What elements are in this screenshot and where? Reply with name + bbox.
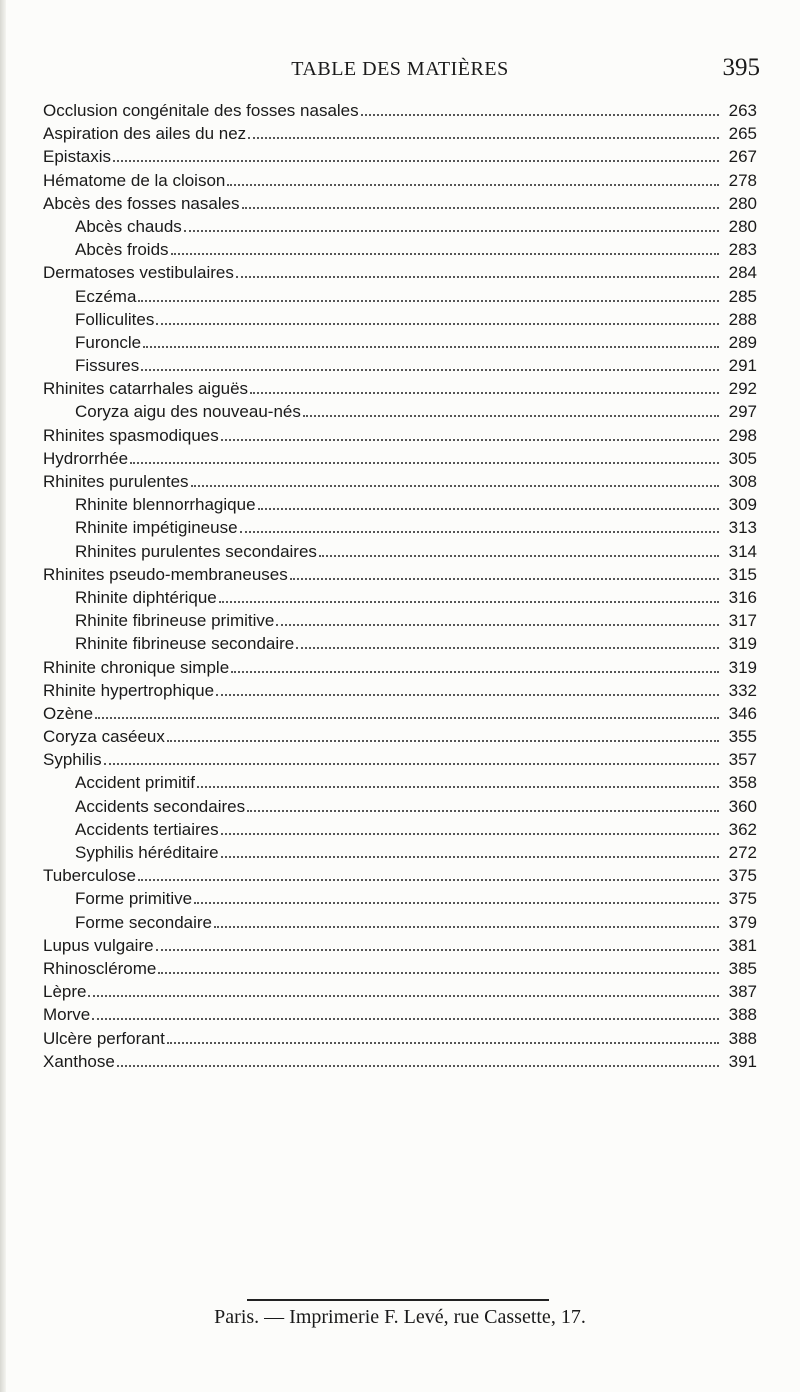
entry-page-number: 278 <box>728 170 757 190</box>
entry-title: Xanthose <box>43 1051 115 1071</box>
page-gutter <box>0 0 6 1392</box>
dot-leader <box>258 507 719 510</box>
entry-title: Rhinites purulentes <box>43 472 189 491</box>
dot-leader <box>191 484 719 487</box>
entry-page-number: 285 <box>728 286 757 306</box>
dot-leader <box>214 925 719 928</box>
entry-title: Hématome de la cloison <box>43 170 226 190</box>
dot-leader <box>319 554 719 557</box>
entry-page-number: 316 <box>728 587 757 607</box>
toc-entry <box>43 866 757 889</box>
toc-subentry <box>43 217 757 240</box>
footer-rule <box>247 1299 549 1301</box>
entry-title: Rhinite fibrineuse secondaire <box>75 634 295 654</box>
running-header <box>0 54 800 88</box>
dot-leader <box>227 183 719 186</box>
toc-subentry <box>43 287 757 310</box>
toc-entry <box>43 1029 757 1052</box>
entry-page-number: 346 <box>728 703 757 723</box>
entry-page-number: 388 <box>728 1028 757 1048</box>
toc-subentry <box>43 773 757 796</box>
dot-leader <box>88 994 719 997</box>
entry-page-number: 332 <box>728 680 757 700</box>
entry-page-number: 309 <box>728 495 757 515</box>
entry-page-number: 313 <box>728 518 757 538</box>
entry-page-number: 289 <box>728 332 757 352</box>
dot-leader <box>290 577 719 580</box>
toc-entry <box>43 101 757 124</box>
dot-leader <box>95 716 719 719</box>
dot-leader <box>167 739 719 742</box>
entry-title: Hydrorrhée <box>43 448 129 468</box>
entry-title: Dermatoses vestibulaires <box>43 263 234 283</box>
entry-page-number: 263 <box>728 101 757 120</box>
entry-title: Accidents tertiaires <box>75 819 219 839</box>
toc-subentry <box>43 310 757 333</box>
entry-page-number: 308 <box>728 472 757 491</box>
dot-leader <box>92 1017 719 1020</box>
toc-entry <box>43 263 757 286</box>
entry-page-number: 319 <box>728 634 757 654</box>
dot-leader <box>236 275 719 278</box>
entry-title: Rhinosclérome <box>43 958 157 978</box>
dot-leader <box>221 832 719 835</box>
entry-title: Rhinite impétigineuse <box>75 518 238 538</box>
dot-leader <box>194 901 719 904</box>
entry-title: Eczéma <box>75 286 137 306</box>
toc-subentry <box>43 356 757 379</box>
dot-leader <box>158 971 719 974</box>
entry-title: Abcès des fosses nasales <box>43 193 240 213</box>
entry-title: Forme primitive <box>75 889 193 909</box>
entry-page-number: 291 <box>728 356 757 376</box>
dot-leader <box>219 600 719 603</box>
toc-entry <box>43 171 757 194</box>
entry-title: Fissures <box>75 356 140 376</box>
entry-title: Rhinites purulentes secondaires <box>75 541 317 561</box>
entry-page-number: 355 <box>728 727 757 747</box>
dot-leader <box>361 113 719 116</box>
entry-title: Rhinite blennorrhagique <box>75 495 256 515</box>
entry-page-number: 379 <box>728 912 757 932</box>
dot-leader <box>130 461 719 464</box>
entry-title: Rhinite chronique simple <box>43 657 230 677</box>
entry-page-number: 388 <box>728 1005 757 1025</box>
printer-imprint: Paris. — Imprimerie F. Levé, rue Cassette, 17. <box>214 1306 586 1328</box>
entry-page-number: 283 <box>728 240 757 260</box>
toc-entry <box>43 1052 757 1075</box>
entry-page-number: 280 <box>728 193 757 213</box>
toc-entry <box>43 449 757 472</box>
entry-title: Rhinite diphtérique <box>75 587 217 607</box>
toc-subentry <box>43 797 757 820</box>
entry-title: Ozène <box>43 703 94 723</box>
toc-subentry <box>43 333 757 356</box>
toc-entry <box>43 727 757 750</box>
entry-title: Rhinites catarrhales aiguës <box>43 379 249 399</box>
dot-leader <box>296 646 719 649</box>
entry-page-number: 381 <box>728 935 757 955</box>
toc-entry <box>43 194 757 217</box>
dot-leader <box>167 1041 719 1044</box>
entry-title: Folliculites <box>75 309 155 329</box>
entry-page-number: 385 <box>728 958 757 978</box>
dot-leader <box>221 855 719 858</box>
entry-title: Syphilis héréditaire <box>75 843 219 862</box>
dot-leader <box>197 785 719 788</box>
entry-page-number: 375 <box>728 866 757 886</box>
entry-title: Lupus vulgaire <box>43 935 154 955</box>
toc-subentry <box>43 889 757 912</box>
entry-page-number: 292 <box>728 379 757 399</box>
toc-subentry <box>43 634 757 657</box>
entry-page-number: 265 <box>728 124 757 144</box>
dot-leader <box>141 368 719 371</box>
entry-page-number: 314 <box>728 541 757 561</box>
entry-title: Abcès chauds <box>75 216 182 236</box>
entry-page-number: 387 <box>728 982 757 1002</box>
entry-page-number: 317 <box>728 611 757 631</box>
entry-page-number: 360 <box>728 796 757 816</box>
toc-subentry <box>43 402 757 425</box>
entry-title: Rhinites spasmodiques <box>43 425 219 445</box>
dot-leader <box>156 322 719 325</box>
entry-page-number: 267 <box>728 147 757 167</box>
dot-leader <box>242 206 719 209</box>
entry-title: Ulcère perforant <box>43 1028 165 1048</box>
table-of-contents <box>43 101 757 1075</box>
entry-title: Forme secondaire <box>75 912 213 932</box>
entry-page-number: 298 <box>728 425 757 445</box>
toc-subentry <box>43 820 757 843</box>
entry-page-number: 272 <box>728 843 757 862</box>
toc-subentry <box>43 542 757 565</box>
entry-page-number: 288 <box>728 309 757 329</box>
dot-leader <box>143 345 719 348</box>
entry-title: Rhinite hypertrophique <box>43 680 215 700</box>
entry-title: Lèpre <box>43 982 87 1002</box>
toc-subentry <box>43 588 757 611</box>
toc-entry <box>43 658 757 681</box>
dot-leader <box>276 623 719 626</box>
toc-subentry <box>43 495 757 518</box>
dot-leader <box>138 878 719 881</box>
dot-leader <box>221 438 719 441</box>
entry-page-number: 362 <box>728 819 757 839</box>
dot-leader <box>303 414 719 417</box>
entry-title: Accident primitif <box>75 773 195 793</box>
toc-entry <box>43 959 757 982</box>
toc-entry <box>43 147 757 170</box>
entry-title: Coryza aigu des nouveau-nés <box>75 402 301 422</box>
dot-leader <box>117 1064 719 1067</box>
toc-entry <box>43 1005 757 1028</box>
dot-leader <box>231 670 719 673</box>
dot-leader <box>113 159 719 162</box>
entry-title: Furoncle <box>75 332 142 352</box>
entry-title: Rhinites pseudo-membraneuses <box>43 564 288 584</box>
dot-leader <box>250 391 719 394</box>
toc-subentry <box>43 518 757 541</box>
dot-leader <box>156 948 719 951</box>
toc-subentry <box>43 843 757 866</box>
toc-entry <box>43 565 757 588</box>
toc-subentry <box>43 913 757 936</box>
toc-entry <box>43 704 757 727</box>
dot-leader <box>248 136 719 139</box>
entry-title: Rhinite fibrineuse primitive <box>75 611 275 631</box>
entry-page-number: 280 <box>728 216 757 236</box>
dot-leader <box>184 229 719 232</box>
entry-page-number: 305 <box>728 448 757 468</box>
toc-entry <box>43 426 757 449</box>
dot-leader <box>240 530 719 533</box>
toc-entry <box>43 379 757 402</box>
entry-title: Abcès froids <box>75 240 169 260</box>
toc-subentry <box>43 611 757 634</box>
toc-entry <box>43 936 757 959</box>
entry-page-number: 284 <box>728 263 757 283</box>
entry-title: Epistaxis <box>43 147 112 167</box>
entry-page-number: 297 <box>728 402 757 422</box>
entry-page-number: 375 <box>728 889 757 909</box>
entry-title: Occlusion congénitale des fosses nasales <box>43 101 359 120</box>
toc-entry <box>43 982 757 1005</box>
dot-leader <box>104 762 719 765</box>
toc-entry <box>43 750 757 773</box>
entry-page-number: 315 <box>728 564 757 584</box>
toc-entry <box>43 124 757 147</box>
entry-title: Morve <box>43 1005 91 1025</box>
toc-subentry <box>43 240 757 263</box>
entry-title: Syphilis <box>43 750 102 770</box>
entry-page-number: 391 <box>728 1051 757 1071</box>
entry-page-number: 358 <box>728 773 757 793</box>
dot-leader <box>171 252 719 255</box>
page-number: 395 <box>722 54 760 81</box>
dot-leader <box>138 299 719 302</box>
entry-title: Tuberculose <box>43 866 136 886</box>
toc-entry <box>43 681 757 704</box>
entry-page-number: 357 <box>728 750 757 770</box>
entry-title: Aspiration des ailes du nez <box>43 124 247 144</box>
header-title: TABLE DES MATIÈRES <box>291 58 509 80</box>
entry-page-number: 319 <box>728 657 757 677</box>
dot-leader <box>247 809 719 812</box>
entry-title: Coryza caséeux <box>43 727 165 747</box>
dot-leader <box>216 693 719 696</box>
toc-entry <box>43 472 757 495</box>
entry-title: Accidents secondaires <box>75 796 246 816</box>
